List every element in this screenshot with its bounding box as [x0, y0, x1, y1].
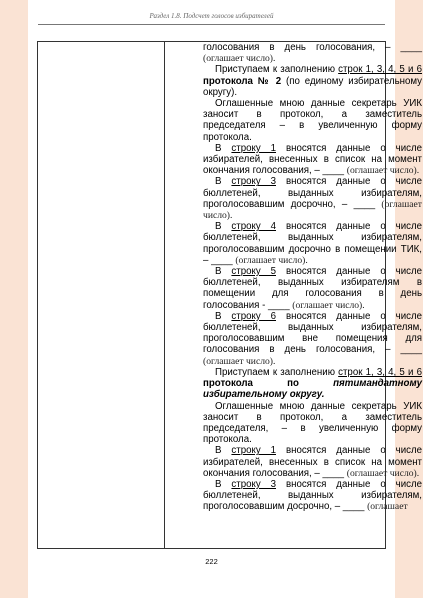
paragraph-5: В строку 4 вносятся данные о числе бюллетеней, выданных избирателям, проголосовавшим досрочно в помещении ТИК, – ____ (оглашает число).: [203, 221, 422, 266]
table-column-divider: [164, 42, 165, 548]
paragraph-3: В строку 1 вносятся данные о числе избирателей, внесенных в список на момент окончания голосования, – ____ (оглашает число).: [203, 142, 422, 177]
paragraph-7: В строку 6 вносятся данные о числе бюллетеней, выданных избирателям, проголосовавшим вне помещения для голосования в день голосования, – ____ (оглашает число).: [203, 310, 422, 367]
script-table: [37, 41, 422, 549]
left-margin-band: [0, 0, 28, 598]
paragraph-4: В строку 3 вносятся данные о числе бюллетеней, выданных избирателям, проголосовавшим досрочно, – ____ (оглашает число).: [203, 176, 422, 222]
header-rule: [38, 24, 385, 25]
page-number: 222: [205, 557, 218, 566]
paragraph-9: Оглашенные мною данные секретарь УИК заносит в протокол, а заместитель председателя, – в увеличенную форму протокола.: [203, 400, 422, 446]
running-header: Раздел 1.8. Подсчет голосов избирателей: [149, 12, 274, 20]
table-text-column: [203, 42, 422, 513]
paragraph-1: Приступаем к заполнению строк 1, 3, 4, 5 и 6 протокола № 2 (по единому избирательному округу).: [203, 64, 422, 98]
paragraph-11: В строку 3 вносятся данные о числе бюллетеней, выданных избирателям, проголосовавшим досрочно, – ____ (оглашает: [203, 478, 422, 513]
paragraph-8: Приступаем к заполнению строк 1, 3, 4, 5 и 6 протокола по пятимандатному избирательному округу.: [203, 366, 422, 401]
paragraph-0: голосования в день голосования, – ____ (оглашает число).: [203, 42, 422, 65]
paragraph-10: В строку 1 вносятся данные о числе избирателей, внесенных в список на момент окончания голосования, – ____ (оглашает число).: [203, 445, 422, 479]
paragraph-6: В строку 5 вносятся данные о числе бюллетеней, выданных избирателям в помещении для голосования в день голосования - ____ (оглашает число).: [203, 266, 422, 311]
paragraph-2: Оглашенные мною данные секретарь УИК заносит в протокол, а заместитель председателя – в увеличенную форму протокола.: [203, 98, 422, 143]
